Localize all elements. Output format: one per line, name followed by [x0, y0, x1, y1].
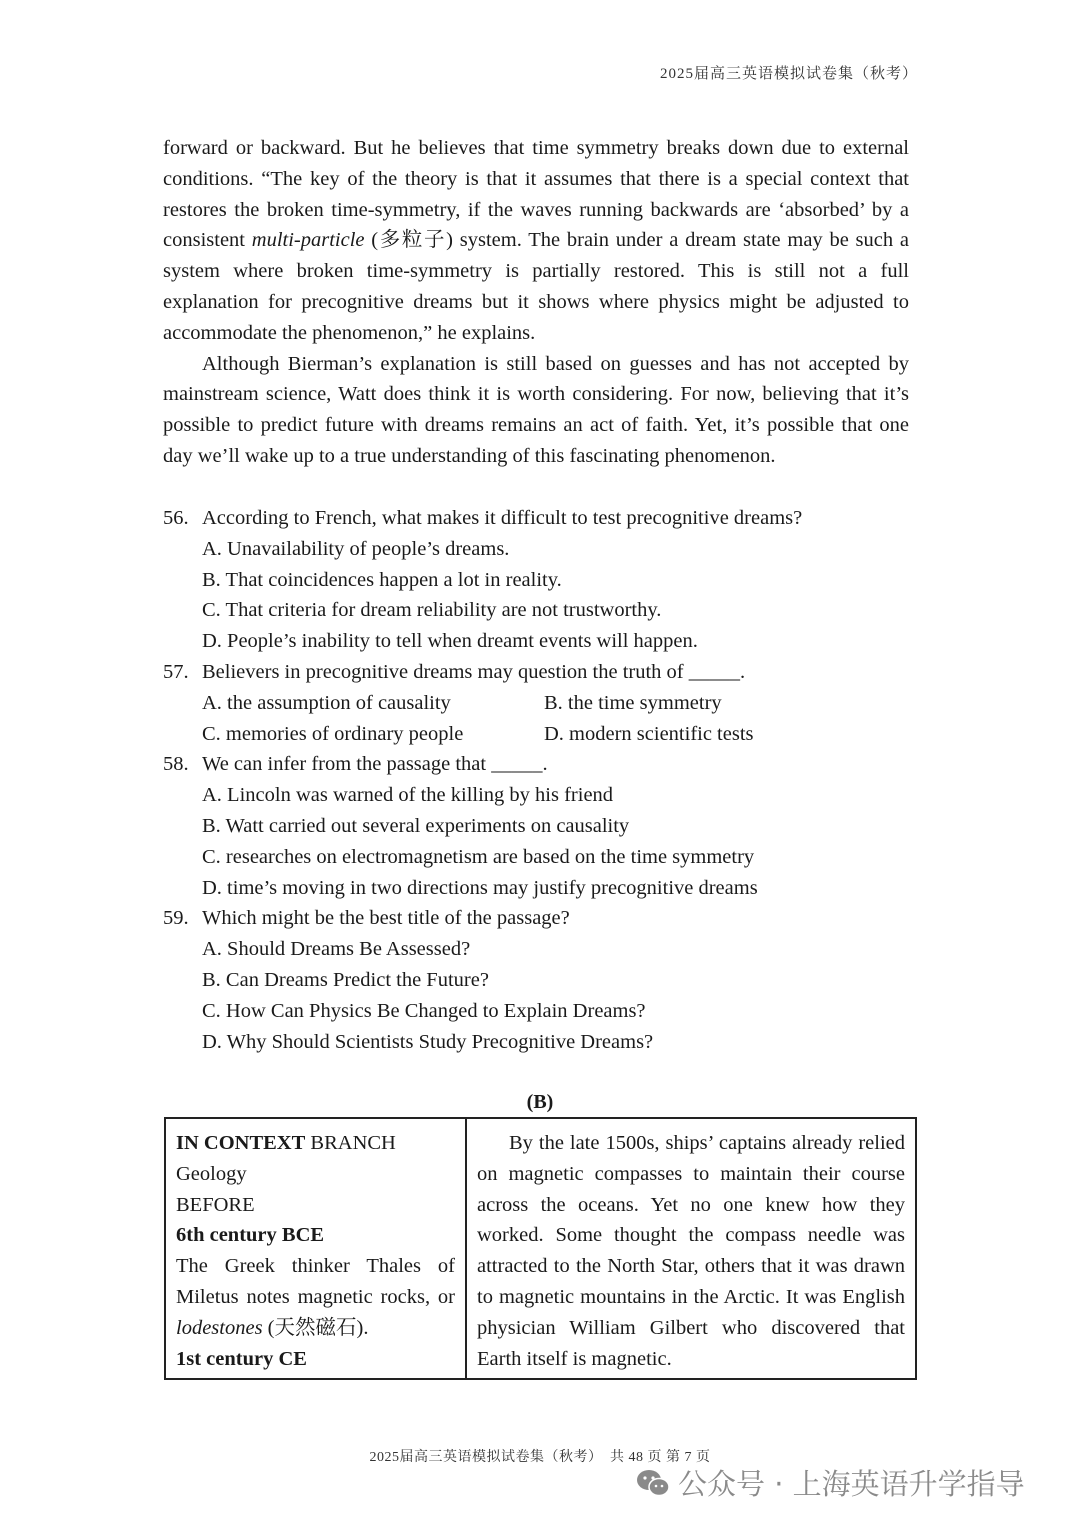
- option-59-d: D. Why Should Scientists Study Precognitive Dreams?: [202, 1030, 654, 1053]
- option-row-57-ab: [163, 688, 909, 719]
- passage-paragraph-2: Although Bierman’s explanation is still based on guesses and has not accepted by mainstream science, Watt does think it is worth considering. For now, believing that it’s possible to predict future with dreams remains an act of faith. Yet, it’s possible that one day we’ll wake up to a true understanding of this fascinating phenomenon.: [163, 352, 909, 467]
- question-number: 57.: [163, 660, 189, 683]
- watermark: [636, 1462, 1025, 1503]
- option-56-d: D. People’s inability to tell when dreamt events will happen.: [202, 630, 698, 653]
- option-59-a: A. Should Dreams Be Assessed?: [202, 938, 471, 961]
- option-57-c: C. memories of ordinary people: [202, 722, 464, 745]
- question-number: 56.: [163, 507, 189, 529]
- question-stem: According to French, what makes it difficult to test precognitive dreams?: [202, 507, 803, 529]
- option-59-b: B. Can Dreams Predict the Future?: [202, 968, 489, 991]
- context-branch: Geology: [176, 1162, 247, 1185]
- option-57-a: A. the assumption of causality: [202, 691, 451, 714]
- page-header-title: 2025届高三英语模拟试卷集（秋考）: [659, 66, 918, 82]
- context-before: BEFORE: [176, 1193, 255, 1216]
- term-multi-particle: multi-particle: [251, 229, 365, 252]
- passage-paragraph-1: forward or backward. But he believes that time symmetry breaks down due to external conditions. “The key of the theory is that it assumes that there is a special context that restores the broken time-symmetry, if the waves running backwards are ‘absorbed’ by a consistent multi-particle (多粒子) system. The brain under a dream state may be such a system where broken time-symmetry is partially restored. This is still not a full explanation for precognitive dreams but it shows where physics might be adjusted to accommodate the phenomenon,” he explains.: [163, 137, 910, 344]
- option-58-c: C. researches on electromagnetism are based on the time symmetry: [202, 845, 755, 868]
- option-57-b: B. the time symmetry: [544, 691, 722, 714]
- watermark-text: 公众号 · 上海英语升学指导: [678, 1467, 1025, 1501]
- context-body-text: By the late 1500s, ships’ captains already relied on magnetic compasses to maintain their course across the oceans. Yet no one knew how they worked. Some thought the compass needle was attracted to the North Star, others that it was drawn to magnetic mountains in the Arctic. It was English physician William Gilbert who discovered that Earth itself is magnetic.: [477, 1132, 905, 1370]
- option-58-b: B. Watt carried out several experiments on causality: [202, 814, 630, 837]
- question-stem: We can infer from the passage that _____.: [202, 753, 548, 776]
- option-58-d: D. time’s moving in two directions may justify precognitive dreams: [202, 876, 758, 899]
- option-56-c: C. That criteria for dream reliability are not trustworthy.: [202, 599, 662, 622]
- question-stem: Which might be the best title of the passage?: [202, 907, 570, 930]
- context-date-2: 1st century CE: [176, 1347, 307, 1370]
- section-b-title: (B): [526, 1091, 554, 1113]
- reading-passage: [163, 133, 909, 472]
- question-58: [163, 749, 909, 780]
- question-57: [163, 657, 909, 688]
- question-59: [163, 903, 909, 934]
- question-number: 58.: [163, 753, 189, 776]
- option-56-a: A. Unavailability of people’s dreams.: [202, 537, 510, 560]
- context-body: [466, 1118, 916, 1379]
- option-58-a: A. Lincoln was warned of the killing by his friend: [202, 784, 614, 807]
- context-table: [164, 1117, 917, 1380]
- term-lodestones: lodestones: [176, 1316, 263, 1339]
- context-event-1: The Greek thinker Thales of Miletus notes magnetic rocks, or lodestones (天然磁石).: [176, 1255, 455, 1339]
- question-list: [163, 503, 909, 1057]
- question-56: [163, 503, 909, 534]
- option-59-c: C. How Can Physics Be Changed to Explain Dreams?: [202, 999, 646, 1022]
- context-sidebar: [165, 1118, 466, 1379]
- context-date-1: 6th century BCE: [176, 1224, 325, 1247]
- question-number: 59.: [163, 907, 189, 930]
- context-heading: IN CONTEXT BRANCH: [176, 1132, 396, 1154]
- question-stem: Believers in precognitive dreams may question the truth of _____.: [202, 660, 746, 683]
- option-56-b: B. That coincidences happen a lot in reality.: [202, 568, 562, 591]
- option-57-d: D. modern scientific tests: [544, 722, 754, 745]
- wechat-icon: [636, 1468, 670, 1498]
- page-footer: 2025届高三英语模拟试卷集（秋考） 共 48 页 第 7 页: [369, 1450, 711, 1465]
- option-row-57-cd: [163, 719, 909, 750]
